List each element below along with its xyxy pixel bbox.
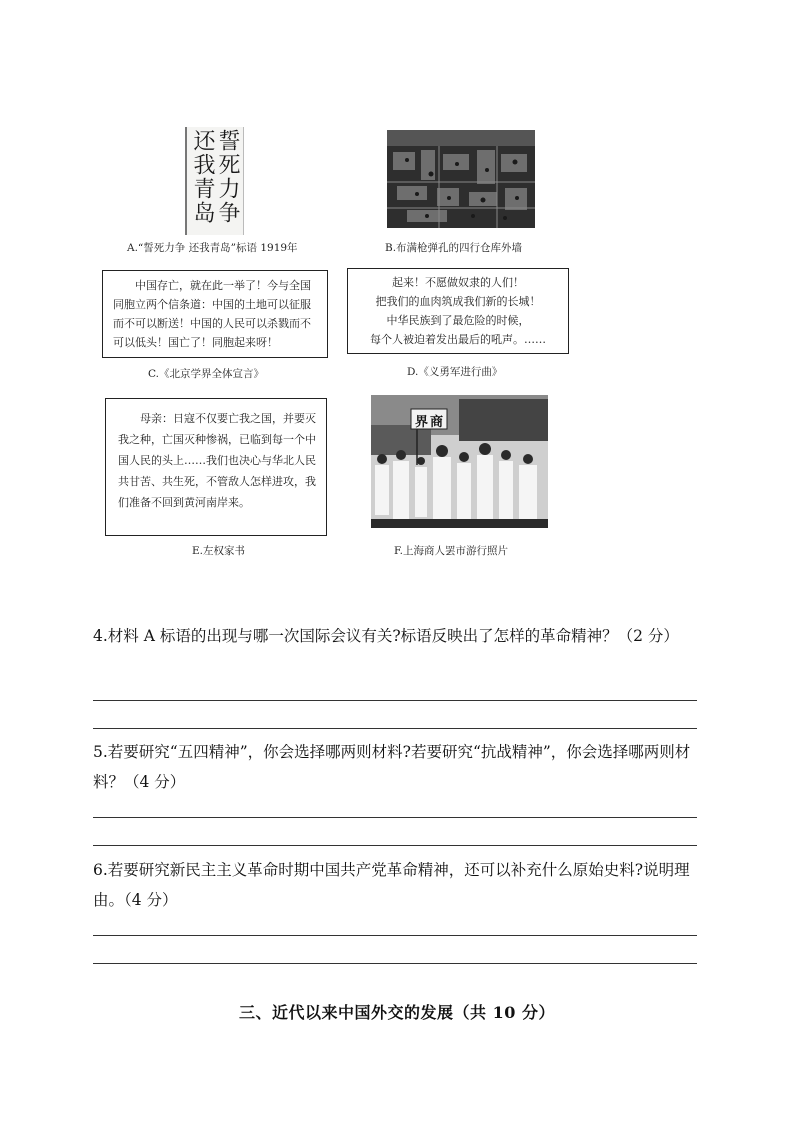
answer-line[interactable] — [93, 935, 697, 936]
material-c-textbox — [102, 270, 328, 358]
song-line-1: 起来！不愿做奴隶的人们！ — [392, 276, 524, 289]
question-5: 5.若要研究“五四精神”，你会选择哪两则材料?若要研究“抗战精神”，你会选择哪两则材料？（4 分） — [93, 743, 691, 791]
song-line-2: 把我们的血肉筑成我们新的长城！ — [375, 295, 541, 308]
slogan-column-right: 誓死力争 — [215, 129, 240, 225]
material-e-text: 母亲：日寇不仅要亡我之国，并要灭我之种，亡国灭种惨祸，已临到每一个中国人民的头上……我们也决心与华北人民共甘苦、共生死，不管敌人怎样进攻，我们准备不回到黄河南岸来。 — [118, 412, 316, 509]
material-b-caption: B.布满枪弹孔的四行仓库外墙 — [385, 242, 523, 254]
material-e-caption: E.左权家书 — [192, 545, 246, 557]
material-f-caption: F.上海商人罢市游行照片 — [394, 545, 508, 557]
material-b-photo — [387, 130, 535, 228]
section-title: 三、近代以来中国外交的发展（共 10 分） — [239, 1003, 555, 1022]
material-c-text: 中国存亡，就在此一举了！今与全国同胞立两个信条道：中国的土地可以征服而不可以断送！中国的人民可以杀戮而不可以低头！国亡了！同胞起来呀！ — [113, 279, 311, 349]
song-line-4: 每个人被迫着发出最后的吼声。…… — [370, 333, 546, 346]
wall-texture-icon — [387, 130, 535, 228]
answer-line[interactable] — [93, 817, 697, 818]
material-c-caption: C.《北京学界全体宣言》 — [148, 368, 264, 380]
song-line-3: 中华民族到了最危险的时候， — [386, 314, 530, 327]
material-a-slogan-image — [185, 127, 244, 235]
banner-text: 界商 — [415, 415, 446, 430]
material-d-textbox — [347, 268, 569, 354]
question-6: 6.若要研究新民主主义革命时期中国共产党革命精神，还可以补充什么原始史料?说明理由。（4 分） — [93, 861, 690, 909]
answer-line[interactable] — [93, 963, 697, 964]
material-d-caption: D.《义勇军进行曲》 — [407, 366, 503, 378]
question-4: 4.材料 A 标语的出现与哪一次国际会议有关?标语反映出了怎样的革命精神？（2 分） — [93, 627, 679, 645]
material-a-caption: A.“誓死力争 还我青岛”标语 1919年 — [127, 242, 298, 254]
answer-line[interactable] — [93, 845, 697, 846]
material-f-photo — [371, 395, 548, 528]
answer-line[interactable] — [93, 728, 697, 729]
answer-line[interactable] — [93, 700, 697, 701]
material-e-textbox — [105, 398, 327, 536]
slogan-column-left: 还我青岛 — [190, 129, 215, 225]
protest-crowd-icon — [371, 395, 548, 528]
